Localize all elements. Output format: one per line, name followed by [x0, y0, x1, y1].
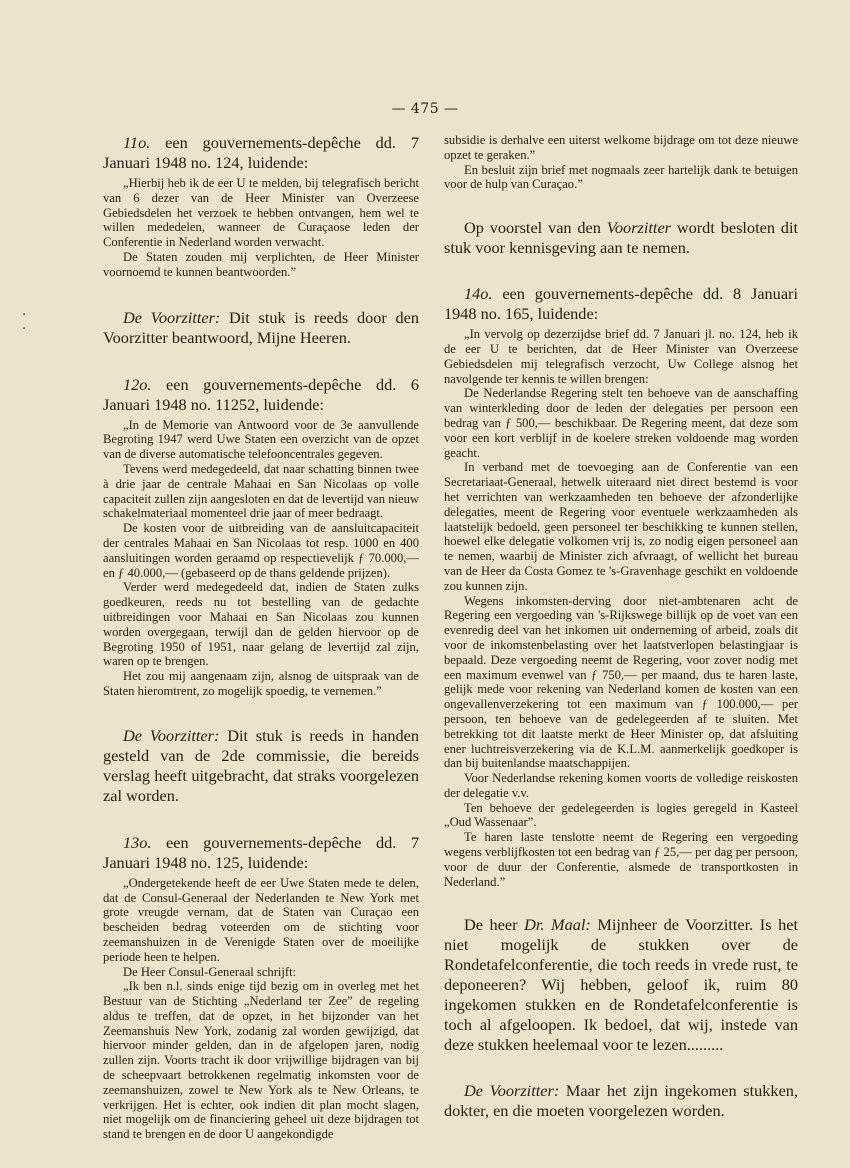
item-14-paragraph: „In vervolg op dezerzijdse brief dd. 7 Januari jl. no. 124, heb ik de eer U te berichten, dat de Heer Minister van Overzeese Gebiedsdelen mij telegrafisch verzocht, Uw College alsnog het navolgende ter kennis te willen brengen:	[444, 327, 798, 386]
chair-statement: De Voorzitter: Maar het zijn ingekomen stukken, dokter, en die moeten voorgelezen worden.	[444, 1081, 799, 1121]
item-14-paragraph: Te haren laste tenslotte neemt de Regering een vergoeding wegens verblijfkosten tot een bedrag van ƒ 25,— per dag per persoon, voor de duur der Conferentie, alsmede de transportkosten in Nederland.”	[444, 830, 798, 889]
item-12-paragraph: Tevens werd medegedeeld, dat naar schatting binnen twee à drie jaar de centrale Mahaai en San Nicolaas op volle capaciteit zullen zijn aangesloten en dat de levertijd van nieuw schakelmateriaal momenteel drie jaar of meer bedraagt.	[103, 461, 419, 521]
item-12-paragraph: Het zou mij aangenaam zijn, alsnog de uitspraak van de Staten hieromtrent, zo mogelijk spoedig, te vernemen.”	[103, 669, 419, 698]
item-13-heading: 13o. een gouvernements-depêche dd. 7 Januari 1948 no. 125, luidende:	[103, 832, 419, 872]
item-14-paragraph: Ten behoeve der gedelegeerden is logies geregeld in Kasteel „Oud Wassenaar”.	[444, 800, 798, 830]
item-11-paragraph: „Hierbij heb ik de eer U te melden, bij telegrafisch bericht van 6 dezer van de Heer Minister van Overzeese Gebiedsdelen het verzoek te hebben ontvangen, hem wel te willen mededelen, wanneer de Curaçaose leden der Conferentie in Nederland worden verwacht.	[103, 176, 419, 250]
item-14-paragraph: De Nederlandse Regering stelt ten behoeve van de aanschaffing van winterkleding door de leden der delegaties per persoon een bedrag van ƒ 500,— beschikbaar. De Regering meent, dat deze som voor een kort verblijf in de koelere streken voldoende mag worden geacht.	[444, 386, 798, 460]
item-12-heading: 12o. een gouvernements-depêche dd. 6 Januari 1948 no. 11252, luidende:	[103, 374, 419, 414]
continuation-paragraph: En besluit zijn brief met nogmaals zeer hartelijk dank te betuigen voor de hulp van Curaçao.”	[444, 162, 798, 192]
item-12-paragraph: De kosten voor de uitbreiding van de aansluitcapaciteit der centrales Mahaai en San Nicolaas tot resp. 1000 en 400 aansluitingen worden geraamd op respectievelijk ƒ 70.000,— en ƒ 40.000,— (gebaseerd op de thans geldende prijzen).	[103, 521, 419, 580]
chair-statement: De Voorzitter: Dit stuk is reeds door den Voorzitter beantwoord, Mijne Heeren.	[103, 307, 419, 347]
margin-dot: .	[22, 304, 27, 319]
page-number: — 475 —	[391, 101, 459, 117]
item-12-paragraph: „In de Memorie van Antwoord voor de 3e aanvullende Begroting 1947 werd Uwe Staten een overzicht van de opzet van de diverse automatische telefooncentrales gegeven.	[103, 417, 419, 462]
item-14-paragraph: In verband met de toevoeging aan de Conferentie van een Secretariaat-Generaal, hetwelk uiteraard niet direct bestemd is voor het verrichten van werkzaamheden ten behoeve der afzonderlijke delegaties, meent de Regering voor eventuele werkzaamheden als laatstelijk bedoeld, geen personeel ter beschikking te kunnen stellen, hoewel elke delegatie volkomen vrij is, zo nodig eigen personeel aan te nemen, waarbij de Minister zich afvraagt, of wellicht het bureau van de Heer da Costa Gomez te 's-Gravenhage geschikt en voldoende zou kunnen zijn.	[444, 460, 798, 593]
item-13-paragraph: „Ondergetekende heeft de eer Uwe Staten mede te delen, dat de Consul-Generaal der Nederlanden te New York met grote vreugde vernam, dat de Staten van Curaçao een bescheiden bedrag voteerden om de stichting voor zeemanshuizen in de Verenigde Staten over de moeilijke periode heen te helpen.	[103, 875, 419, 964]
chair-statement: De Voorzitter: Dit stuk is reeds in handen gesteld van de 2de commissie, die bereids verslag heeft uitgebracht, dat straks voorgelezen zal worden.	[103, 725, 419, 805]
item-13-paragraph: „Ik ben n.l. sinds enige tijd bezig om in overleg met het Bestuur van de Stichting „Nederland ter Zee” de regeling aldus te treffen, dat de opzet, in het bijzonder van het Zeemanshuis New York, zodanig zal worden gewijzigd, dat hiervoor minder gelden, dan in de afgelopen jaren, nodig zullen zijn. Voorts tracht ik door vrijwillige bijdragen van bij de scheepvaart betrokkenen regelmatig inkomsten voor de zeemanshuizen, zowel te New York als te New Orleans, te verkrijgen. Het is echter, ook indien dit plan mocht slagen, niet mogelijk om de financiering geheel uit deze bijdragen tot stand te brengen en de door U aangekondigde	[103, 979, 419, 1142]
item-11-heading: 11o. een gouvernements-depêche dd. 7 Januari 1948 no. 124, luidende:	[103, 133, 419, 172]
decision-statement: Op voorstel van den Voorzitter wordt besloten dit stuk voor kennisgeving aan te nemen.	[444, 218, 798, 258]
item-14-heading: 14o. een gouvernements-depêche dd. 8 Januari 1948 no. 165, luidende:	[444, 284, 798, 324]
maal-statement: De heer Dr. Maal: Mijnheer de Voorzitter. Is het niet mogelijk de stukken over de Rondetafelconferentie, die toch reeds in vrede rust, te deponeeren? Wij hebben, geloof ik, ruim 80 ingekomen stukken en de Rondetafelconferentie is toch al afgeloopen. Ik bedoel, dat wij, instede van deze stukken heelemaal voor te lezen.........	[444, 915, 799, 1055]
left-column	[103, 133, 419, 1142]
margin-dot: .	[22, 318, 27, 333]
item-14-paragraph: Voor Nederlandse rekening komen voorts de volledige reiskosten der delegatie v.v.	[444, 771, 798, 800]
item-14-paragraph: Wegens inkomsten-derving door niet-ambtenaren acht de Regering een vergoeding van 's-Rijkswege billijk op de voet van een evenredig deel van het inkomen uit onderneming of arbeid, zoals dit voor de inkomstenbelasting over het laatstverlopen belastingjaar is bepaald. Deze vergoeding neemt de Regering, voor zover nodig met een maximum evenwel van ƒ 750,— per maand, dus te haren laste, gelijk mede voor rekening van Nederland komen de kosten van een ongevallenverzekering tot een maximum van ƒ 100.000,— per persoon, ten behoeve van de gedelegeerden af te sluiten. Met betrekking tot dit laatste merkt de Heer Minister op, dat afsluiting ener luchtreisverzekering via de K.L.M. aanmerkelijk goedkoper is dan bij buitenlandse maatschappijen.	[444, 593, 798, 771]
item-13-paragraph: De Heer Consul-Generaal schrijft:	[123, 964, 297, 979]
item-11-paragraph: De Staten zouden mij verplichten, de Heer Minister voornoemd te kunnen beantwoorden.”	[103, 249, 419, 279]
continuation-paragraph: subsidie is derhalve een uiterst welkome bijdrage om tot deze nieuwe opzet te geraken.”	[444, 133, 798, 162]
right-column	[444, 133, 798, 1121]
item-12-paragraph: Verder werd medegedeeld dat, indien de Staten zulks goedkeuren, reeds nu tot bestelling van de gedachte uitbreidingen voor Mahaai en San Nicolaas zou kunnen worden overgegaan, terwijl dan de gelden hiervoor op de Begroting 1950 of 1951, naar gelang de levertijd zal zijn, waren op te brengen.	[103, 580, 419, 669]
